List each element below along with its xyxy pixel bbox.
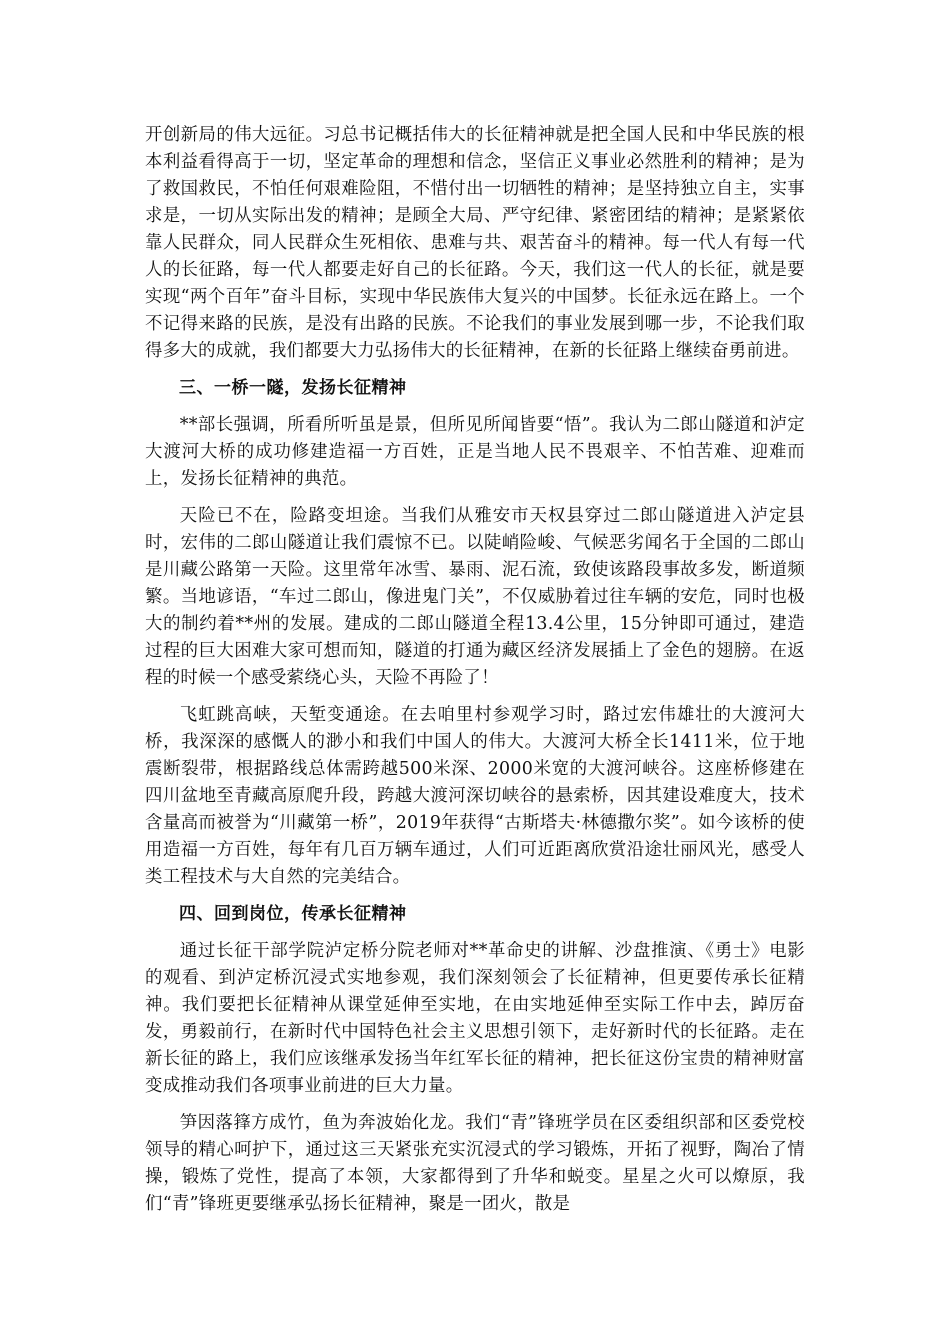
- section-heading-3: 三、一桥一隧，发扬长征精神: [179, 378, 407, 398]
- section-heading-4: 四、回到岗位，传承长征精神: [179, 904, 407, 924]
- paragraph-s4-2: 笋因落箨方成竹，鱼为奔波始化龙。我们“青”锋班学员在区委组织部和区委党校领导的精心呵护下，通过这三天紧张充实沉浸式的学习锻炼，开拓了视野，陶冶了情操，锻炼了党性，提高了本领，大家都得到了升华和蜕变。星星之火可以燎原，我们“青”锋班更要继承弘扬长征精神，聚是一团火，散是: [145, 1113, 805, 1214]
- document-body: [145, 122, 805, 1228]
- paragraph-s4-1: 通过长征干部学院泸定桥分院老师对**革命史的讲解、沙盘推演、《勇士》电影的观看、到泸定桥沉浸式实地参观，我们深刻领会了长征精神，但更要传承长征精神。我们要把长征精神从课堂延伸至实地，在由实地延伸至实际工作中去，踔厉奋发，勇毅前行，在新时代中国特色社会主义思想引领下，走好新时代的长征路。走在新长征的路上，我们应该继承发扬当年红军长征的精神，把长征这份宝贵的精神财富变成推动我们各项事业前进的巨大力量。: [145, 941, 805, 1096]
- paragraph-s3-1: **部长强调，所看所听虽是景，但所见所闻皆要“悟”。我认为二郎山隧道和泸定大渡河大桥的成功修建造福一方百姓，正是当地人民不畏艰辛、不怕苦难、迎难而上，发扬长征精神的典范。: [145, 415, 805, 489]
- paragraph-s3-2: 天险已不在，险路变坦途。当我们从雅安市天权县穿过二郎山隧道进入泸定县时，宏伟的二郎山隧道让我们震惊不已。以陡峭险峻、气候恶劣闻名于全国的二郎山是川藏公路第一天险。这里常年冰雪、暴雨、泥石流，致使该路段事故多发，断道频繁。当地谚语，“车过二郎山，像进鬼门关”，不仅威胁着过往车辆的安危，同时也极大的制约着**州的发展。建成的二郎山隧道全程13.4公里，15分钟即可通过，建造过程的巨大困难大家可想而知，隧道的打通为藏区经济发展插上了金色的翅膀。在返程的时候一个感受萦绕心头，天险不再险了！: [145, 506, 805, 688]
- paragraph-s3-3: 飞虹跳高峡，天堑变通途。在去咱里村参观学习时，路过宏伟雄壮的大渡河大桥，我深深的感慨人的渺小和我们中国人的伟大。大渡河大桥全长1411米，位于地震断裂带，根据路线总体需跨越500米深、2000米宽的大渡河峡谷。这座桥修建在四川盆地至青藏高原爬升段，跨越大渡河深切峡谷的悬索桥，因其建设难度大，技术含量高而被誉为“川藏第一桥”，2019年获得“古斯塔夫·林德撒尔奖”。如今该桥的使用造福一方百姓，每年有几百万辆车通过，人们可近距离欣赏沿途壮丽风光，感受人类工程技术与大自然的完美结合。: [145, 705, 805, 887]
- paragraph-intro: 开创新局的伟大远征。习总书记概括伟大的长征精神就是把全国人民和中华民族的根本利益看得高于一切，坚定革命的理想和信念，坚信正义事业必然胜利的精神；是为了救国救民，不怕任何艰难险阻，不惜付出一切牺牲的精神；是坚持独立自主，实事求是，一切从实际出发的精神；是顾全大局、严守纪律、紧密团结的精神；是紧紧依靠人民群众，同人民群众生死相依、患难与共、艰苦奋斗的精神。每一代人有每一代人的长征路，每一代人都要走好自己的长征路。今天，我们这一代人的长征，就是要实现“两个百年”奋斗目标，实现中华民族伟大复兴的中国梦。长征永远在路上。一个不记得来路的民族，是没有出路的民族。不论我们的事业发展到哪一步，不论我们取得多大的成就，我们都要大力弘扬伟大的长征精神，在新的长征路上继续奋勇前进。: [145, 125, 805, 361]
